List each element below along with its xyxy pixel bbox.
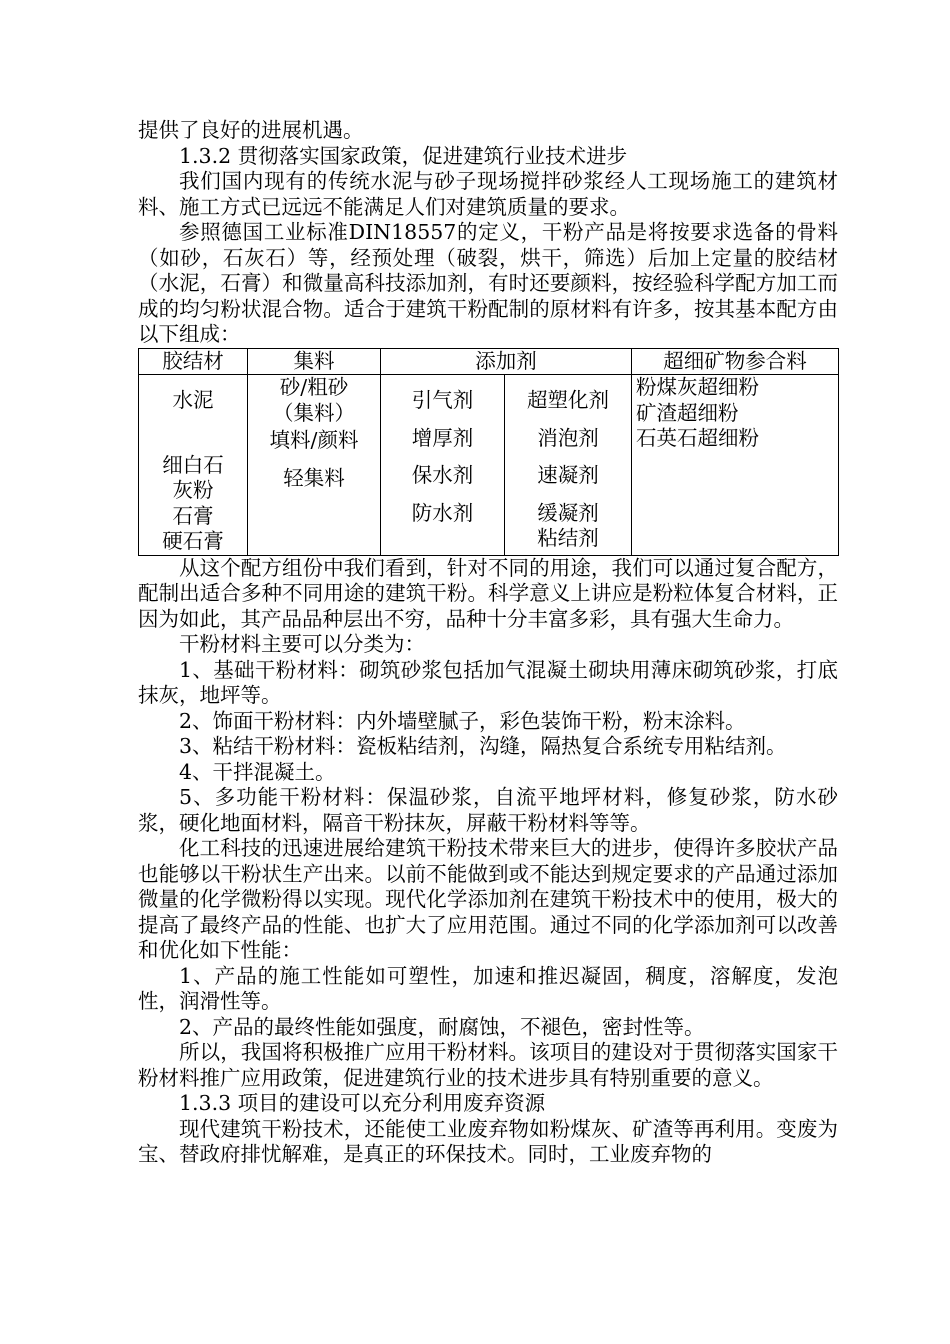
list-item: 1、基础干粉材料：砌筑砂浆包括加气混凝土砌块用薄床砌筑砂浆，打底抹灰，地坪等。	[138, 657, 838, 707]
table-cell-text: 增厚剂	[411, 425, 474, 450]
paragraph: 所以，我国将积极推广应用干粉材料。该项目的建设对于贯彻落实国家干粉材料推广应用政策，促进建筑行业的技术进步具有特别重要的意义。	[138, 1040, 838, 1090]
paragraph: 参照德国工业标准DIN18557的定义，干粉产品是将按要求选备的骨料（如砂，石灰石）等，经预处理（破裂，烘干，筛选）后加上定量的胶结材（水泥，石膏）和微量高科技添加剂，有时还要颜料，按经验科学配方加工而成的均匀粉状混合物。适合于建筑干粉配制的原材料有许多，按其基本配方由以下组成：	[138, 220, 838, 346]
list-item: 2、产品的最终性能如强度，耐腐蚀，不褪色，密封性等。	[179, 1014, 705, 1039]
table-header-row	[139, 348, 839, 375]
table-cell-text: 保水剂	[411, 463, 474, 487]
table-cell-text: 速凝剂	[537, 463, 599, 487]
additive-cell-b	[505, 375, 632, 556]
aggregate-cell	[248, 375, 381, 556]
table-row	[139, 375, 839, 556]
header-mineral: 超细矿物参合料	[632, 348, 839, 375]
table-cell-text: 轻集料	[283, 465, 345, 490]
paragraph: 从这个配方组份中我们看到，针对不同的用途，我们可以通过复合配方，配制出适合多种不同用途的建筑干粉。科学意义上讲应是粉粒体复合材料，正因为如此，其产品品种层出不穷，品种十分丰富多彩，具有强大生命力。	[138, 555, 838, 631]
table-cell-text: 石英石超细粉	[636, 426, 759, 450]
section-heading-1-3-3: 1.3.3 项目的建设可以充分利用废弃资源	[179, 1091, 546, 1115]
table-cell-text: 细白石灰粉	[162, 452, 224, 502]
section-heading-1-3-2: 1.3.2 贯彻落实国家政策，促进建筑行业技术进步	[179, 143, 628, 168]
table-cell-text: 超塑化剂	[527, 388, 609, 412]
paragraph: 提供了良好的进展机遇。	[138, 118, 364, 142]
table-cell-text: 填料/颜料	[269, 428, 359, 452]
table-cell-text: 引气剂	[411, 388, 474, 412]
header-binder: 胶结材	[139, 348, 248, 375]
list-item: 3、粘结干粉材料：瓷板粘结剂，沟缝，隔热复合系统专用粘结剂。	[179, 734, 787, 758]
formula-table	[138, 348, 839, 556]
document-page	[138, 118, 838, 1168]
header-aggregate: 集料	[248, 348, 381, 375]
list-item: 2、饰面干粉材料：内外墙壁腻子，彩色装饰干粉，粉末涂料。	[179, 708, 746, 733]
paragraph: 化工科技的迅速进展给建筑干粉技术带来巨大的进步，使得许多胶状产品也能够以干粉状生产出来。以前不能做到或不能达到规定要求的产品通过添加微量的化学微粉得以实现。现代化学添加剂在建筑干粉技术中的使用，极大的提高了最终产品的性能、也扩大了应用范围。通过不同的化学添加剂可以改善和优化如下性能：	[138, 836, 838, 962]
list-item: 4、干拌混凝土。	[179, 759, 336, 784]
table-cell-text: 石膏	[172, 503, 214, 528]
table-cell-text: 缓凝剂	[537, 500, 599, 525]
table-cell-text: 粘结剂	[537, 526, 599, 550]
paragraph: 现代建筑干粉技术，还能使工业废弃物如粉煤灰、矿渣等再利用。变废为宝、替政府排忧解难，是真正的环保技术。同时，工业废弃物的	[138, 1116, 838, 1166]
table-cell-text: 粉煤灰超细粉	[636, 375, 759, 399]
list-item: 5、多功能干粉材料：保温砂浆，自流平地坪材料，修复砂浆，防水砂浆，硬化地面材料，隔音干粉抹灰，屏蔽干粉材料等等。	[138, 785, 838, 835]
additive-cell-a	[381, 375, 505, 556]
table-cell-text: 消泡剂	[537, 425, 599, 450]
table-cell-text: 硬石膏	[162, 529, 224, 553]
table-cell-text: 砂/粗砂（集料）	[273, 375, 355, 425]
paragraph: 干粉材料主要可以分类为：	[179, 632, 425, 656]
table-cell-text: 矿渣超细粉	[636, 400, 739, 425]
mineral-cell	[632, 375, 839, 556]
table-cell-text: 水泥	[172, 388, 214, 412]
list-item: 1、产品的施工性能如可塑性，加速和推迟凝固，稠度，溶解度，发泡性，润滑性等。	[138, 963, 838, 1013]
paragraph: 我们国内现有的传统水泥与砂子现场搅拌砂浆经人工现场施工的建筑材料、施工方式已远远不能满足人们对建筑质量的要求。	[138, 169, 838, 219]
header-additive: 添加剂	[381, 348, 632, 375]
binder-cell	[139, 375, 248, 556]
table-cell-text: 防水剂	[411, 500, 474, 525]
